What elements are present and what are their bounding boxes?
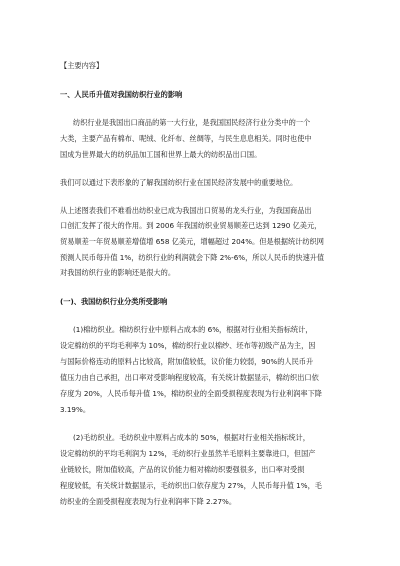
analysis-line: 预测人民币每升值 1%，纺织行业的利润就会下降 2%-6%，所以人民币的快速升值 xyxy=(60,253,325,262)
cotton-paragraph-line: (1)棉纺织业。棉纺织行业中原料占成本的 6%，根据对行业相关指标统计， xyxy=(73,325,313,334)
cotton-paragraph-line: 3.19%。 xyxy=(60,405,91,414)
cotton-paragraph-line: 值压力由自己承担，出口率对受影响程度较高，有关统计数据显示，棉纺织出口依 xyxy=(60,373,319,382)
intro-line: 纺织行业是我国出口商品的第一大行业，是我国国民经济行业分类中的一个 xyxy=(73,118,311,127)
section-heading-categories: (一)、我国纺织行业分类所受影响 xyxy=(60,297,168,306)
cotton-paragraph-line: 与国际价格连动的原料占比较高，附加值较低，议价能力较弱，90%的人民币升 xyxy=(60,357,314,366)
table-reference-paragraph: 我们可以通过下表形象的了解我国纺织行业在国民经济发展中的重要地位。 xyxy=(60,178,298,187)
intro-line: 大类，主要产品有棉布、呢绒、化纤布、丝绸等，与民生息息相关。同时也使中 xyxy=(60,134,312,143)
analysis-line: 口创汇发挥了很大的作用。到 2006 年我国纺织业贸易顺差已达到 1290 亿美元， xyxy=(60,221,322,230)
analysis-line: 对我国纺织行业的影响还是很大的。 xyxy=(60,268,176,277)
analysis-line: 贸易顺差一年贸易顺差增值增 658 亿美元，增幅超过 204%。但是根据统计纺织网 xyxy=(60,237,324,246)
section-heading-rmb-impact: 一、人民币升值对我国纺织行业的影响 xyxy=(60,90,183,99)
wool-paragraph-line: (2)毛纺织业。毛纺织业中原料占成本的 50%，根据对行业相关指标统计， xyxy=(73,433,310,442)
wool-paragraph-line: 纺织业的全面受损程度表现为行业利润率下降 2.27%。 xyxy=(60,497,237,506)
analysis-line: 从上述图表我们不难看出纺织业已成为我国出口贸易的龙头行业，为我国商品出 xyxy=(60,206,312,215)
content-tag: 【主要内容】 xyxy=(60,61,104,70)
intro-line: 国成为世界最大的纺织品加工国和世界上最大的纺织品出口国。 xyxy=(60,150,262,159)
cotton-paragraph-line: 设定棉纺织的平均毛利率为 10%，棉纺织行业以棉纱、坯布等初级产品为主，因 xyxy=(60,341,316,350)
wool-paragraph-line: 程度较低，有关统计数据显示，毛纺织出口依存度为 27%，人民币每升值 1%，毛 xyxy=(60,481,322,490)
wool-paragraph-line: 设定棉纺织的平均毛利润为 12%，毛纺织行业虽然羊毛原料主要靠进口，但国产 xyxy=(60,449,316,458)
wool-paragraph-line: 业链较长，附加值较高，产品的议价能力相对棉纺织要强很多，出口率对受损 xyxy=(60,465,305,474)
cotton-paragraph-line: 存度为 20%，人民币每升值 1%，棉纺织业的全面受损程度表现为行业利润率下降 xyxy=(60,389,322,398)
